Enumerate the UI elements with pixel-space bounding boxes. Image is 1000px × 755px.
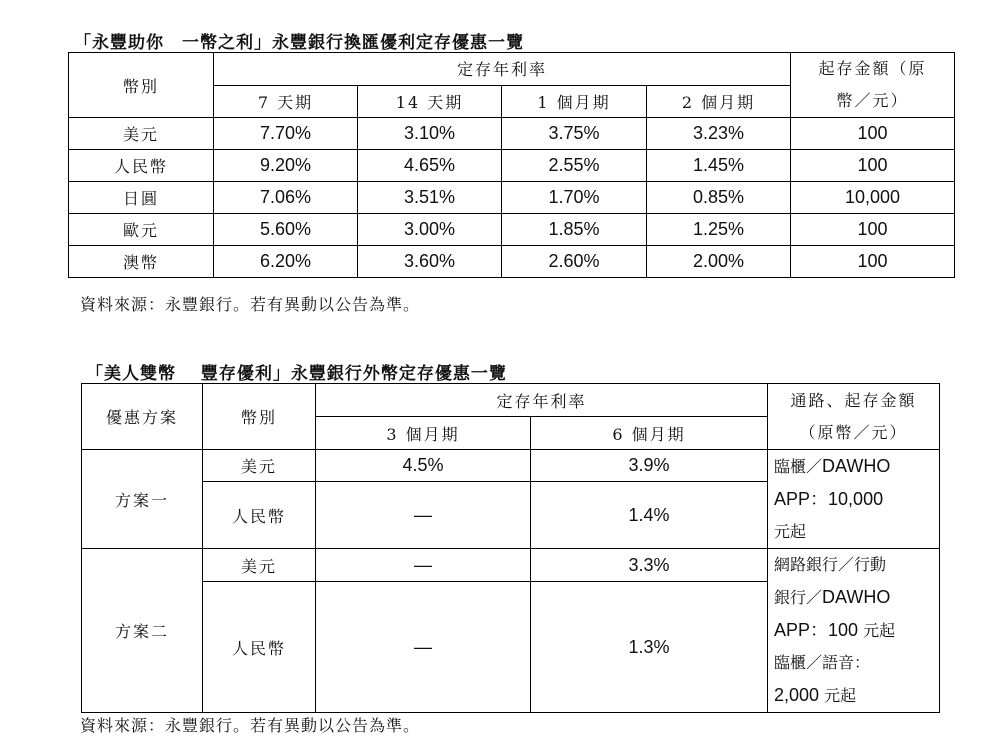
rate-cell: — [316, 482, 531, 549]
rate-cell: 3.9% [531, 450, 768, 482]
rate-cell: 1.70% [502, 182, 647, 214]
channel-text: 臨櫃／ [774, 457, 823, 476]
header-min-amount [791, 53, 955, 118]
channel-text: 銀行／ [774, 588, 823, 607]
header-currency: 幣別 [69, 53, 214, 118]
min-amount-cell: 100 [791, 214, 955, 246]
channel-line [774, 581, 939, 614]
channel-line [774, 516, 939, 548]
rate-cell: 1.3% [531, 582, 768, 713]
table1-source: 資料來源：永豐銀行。若有異動以公告為準。 [80, 295, 421, 314]
header-min-line1: 起存金額（原 [818, 59, 927, 78]
period-3m: 3 個月期 [316, 417, 531, 450]
table-header-row [69, 53, 955, 86]
table2-title: 「美人雙幣 豐存優利」永豐銀行外幣定存優惠一覽 [86, 364, 507, 384]
channel-cell [768, 549, 940, 713]
table-header-row [82, 384, 940, 417]
rate-cell: 3.23% [647, 118, 791, 150]
rate-cell: 1.4% [531, 482, 768, 549]
header-plan: 優惠方案 [82, 384, 203, 450]
currency-cell: 澳幣 [69, 246, 214, 278]
rate-cell: 2.55% [502, 150, 647, 182]
channel-text: 網路銀行／行動 [774, 555, 887, 574]
header-channel [768, 384, 940, 450]
table-row [69, 182, 955, 214]
period-6m: 6 個月期 [531, 417, 768, 450]
currency-cell: 美元 [203, 549, 316, 582]
rate-cell: 2.00% [647, 246, 791, 278]
rate-cell: 3.51% [358, 182, 502, 214]
rate-cell: 4.65% [358, 150, 502, 182]
currency-cell: 人民幣 [203, 482, 316, 549]
table-row [82, 549, 940, 582]
currency-cell: 歐元 [69, 214, 214, 246]
channel-text: DAWHO [822, 456, 891, 476]
header-min-line2: 幣／元） [836, 91, 909, 110]
channel-text: 2,000 [774, 685, 820, 705]
header-rate: 定存年利率 [316, 384, 768, 417]
fx-time-deposit-table [68, 52, 955, 278]
currency-cell: 人民幣 [69, 150, 214, 182]
currency-cell: 美元 [203, 450, 316, 482]
plan-name: 方案一 [82, 450, 203, 549]
rate-cell: 1.45% [647, 150, 791, 182]
rate-cell: 1.25% [647, 214, 791, 246]
rate-cell: 4.5% [316, 450, 531, 482]
header-channel-line1: 通路、起存金額 [790, 390, 917, 410]
rate-cell: 5.60% [214, 214, 358, 246]
rate-cell: 7.06% [214, 182, 358, 214]
header-channel-line2: （原幣／元） [799, 422, 908, 442]
rate-cell: 7.70% [214, 118, 358, 150]
channel-line [774, 450, 939, 483]
channel-line [774, 483, 939, 516]
channel-line [774, 679, 939, 712]
table-row [69, 214, 955, 246]
rate-cell: 3.60% [358, 246, 502, 278]
channel-text: 臨櫃／語音： [774, 653, 871, 672]
table-row [69, 150, 955, 182]
min-amount-cell: 100 [791, 150, 955, 182]
rate-cell: 2.60% [502, 246, 647, 278]
rate-cell: 3.10% [358, 118, 502, 150]
rate-cell: 3.75% [502, 118, 647, 150]
table1-title: 「永豐助你 一幣之利」永豐銀行換匯優利定存優惠一覽 [74, 33, 524, 53]
currency-cell: 美元 [69, 118, 214, 150]
channel-line [774, 614, 939, 647]
period-1m: 1 個月期 [502, 85, 647, 118]
channel-text: APP：100 [774, 620, 859, 640]
period-14d: 14 天期 [358, 85, 502, 118]
rate-cell: 0.85% [647, 182, 791, 214]
rate-cell: — [316, 582, 531, 713]
rate-cell: 6.20% [214, 246, 358, 278]
table-row [82, 450, 940, 482]
rate-cell: 9.20% [214, 150, 358, 182]
currency-cell: 人民幣 [203, 582, 316, 713]
table-row [69, 118, 955, 150]
currency-cell: 日圓 [69, 182, 214, 214]
min-amount-cell: 10,000 [791, 182, 955, 214]
channel-text: 元起 [858, 621, 896, 640]
min-amount-cell: 100 [791, 246, 955, 278]
rate-cell: 3.00% [358, 214, 502, 246]
channel-line [774, 549, 939, 581]
dual-currency-deposit-table [81, 383, 940, 713]
rate-cell: 3.3% [531, 549, 768, 582]
rate-cell: 1.85% [502, 214, 647, 246]
rate-cell: — [316, 549, 531, 582]
min-amount-cell: 100 [791, 118, 955, 150]
period-2m: 2 個月期 [647, 85, 791, 118]
plan-name: 方案二 [82, 549, 203, 713]
table-row [69, 246, 955, 278]
channel-text: DAWHO [822, 587, 891, 607]
channel-text: 元起 [774, 522, 807, 541]
channel-line [774, 647, 939, 679]
table2-source: 資料來源：永豐銀行。若有異動以公告為準。 [80, 716, 421, 735]
channel-text: APP：10,000 [774, 489, 884, 509]
channel-cell [768, 450, 940, 549]
header-rate: 定存年利率 [214, 53, 791, 86]
header-currency: 幣別 [203, 384, 316, 450]
channel-text: 元起 [819, 686, 857, 705]
period-7d: 7 天期 [214, 85, 358, 118]
